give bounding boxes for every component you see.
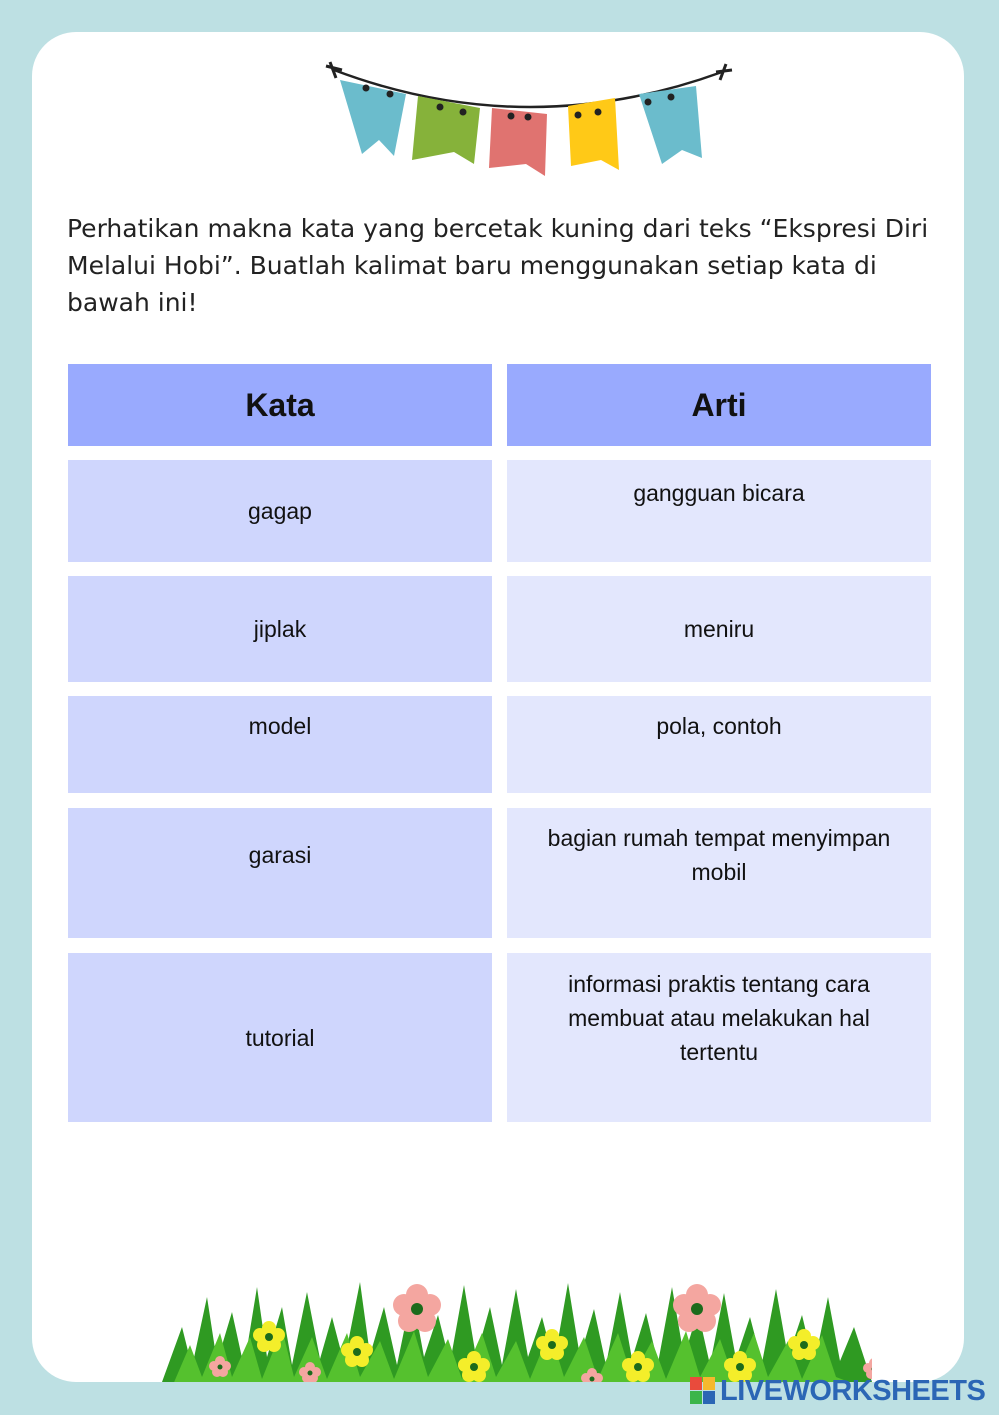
arti-cell: bagian rumah tempat menyimpan mobil	[507, 808, 931, 938]
bunting-flags-decoration	[322, 58, 742, 188]
arti-cell: meniru	[507, 576, 931, 682]
kata-cell: gagap	[68, 460, 492, 562]
liveworksheets-logo	[690, 1374, 985, 1408]
header-arti: Arti	[507, 364, 931, 446]
kata-cell: tutorial	[68, 953, 492, 1122]
kata-cell: jiplak	[68, 576, 492, 682]
worksheet-card	[32, 32, 964, 1382]
arti-cell: informasi praktis tentang cara membuat atau melakukan hal tertentu	[507, 953, 931, 1122]
instruction-text: Perhatikan makna kata yang bercetak kuning dari teks “Ekspresi Diri Melalui Hobi”. Buatlah kalimat baru menggunakan setiap kata di bawah ini!	[67, 214, 929, 317]
liveworksheets-logo-icon	[690, 1377, 716, 1405]
arti-cell: gangguan bicara	[507, 460, 931, 562]
kata-cell: garasi	[68, 808, 492, 938]
header-kata: Kata	[68, 364, 492, 446]
grass-flowers-decoration	[162, 1237, 872, 1382]
arti-cell: pola, contoh	[507, 696, 931, 793]
kata-cell: model	[68, 696, 492, 793]
logo-text: LIVEWORKSHEETS	[720, 1374, 986, 1407]
